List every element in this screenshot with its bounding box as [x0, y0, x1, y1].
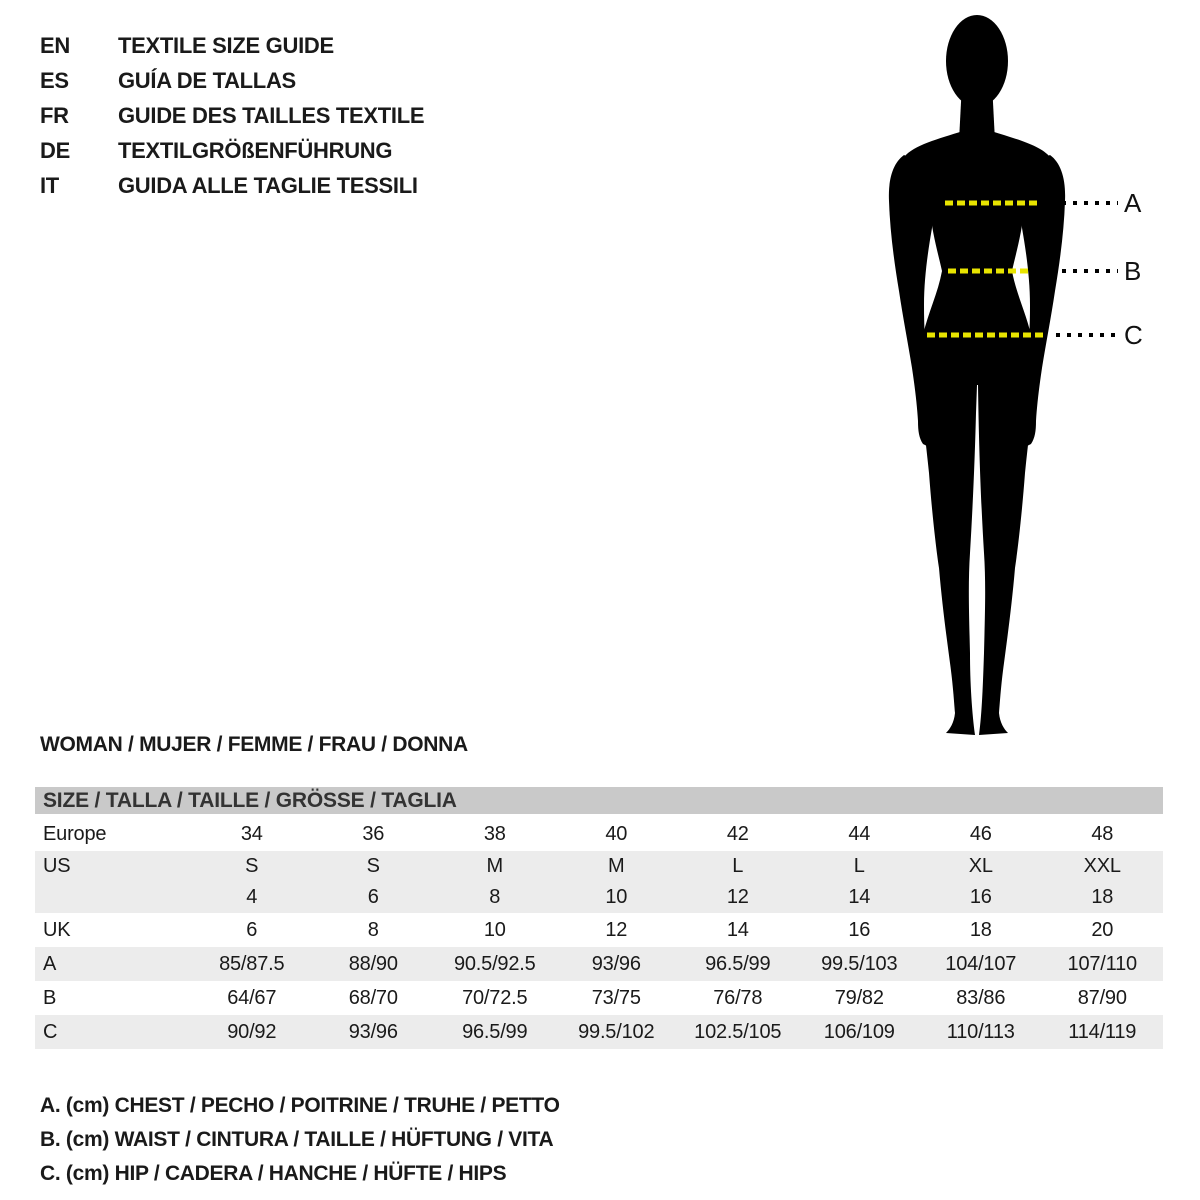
size-cell: M [486, 855, 503, 877]
size-cell: 90/92 [227, 1020, 277, 1043]
size-cell: S [366, 855, 380, 877]
size-cell: 46 [969, 822, 992, 845]
size-cell: 70/72.5 [462, 986, 528, 1009]
measure-label-a: A [1124, 188, 1142, 218]
table-row-uk [35, 913, 1163, 947]
measurement-legend [40, 1089, 560, 1191]
table-row-chest-a [35, 947, 1163, 981]
lang-title: GUIDA ALLE TAGLIE TESSILI [118, 172, 418, 198]
size-cell: XXL [1083, 855, 1121, 877]
woman-silhouette-icon [889, 15, 1065, 735]
size-cell: 64/67 [227, 986, 277, 1009]
table-row-waist-b [35, 981, 1163, 1015]
size-cell: 48 [1091, 822, 1114, 845]
size-cell: 8 [367, 918, 379, 941]
lang-code: DE [40, 137, 70, 163]
row-label: US [43, 855, 71, 877]
size-cell: 79/82 [834, 986, 884, 1009]
size-cell: L [853, 855, 865, 877]
size-cell: 40 [605, 822, 628, 845]
table-row-hip-c [35, 1015, 1163, 1049]
size-cell: 16 [848, 918, 871, 941]
size-table-header: SIZE / TALLA / TAILLE / GRÖSSE / TAGLIA [35, 787, 1163, 814]
size-cell: M [608, 855, 625, 877]
size-cell: 14 [726, 918, 749, 941]
lang-row-es [40, 63, 424, 98]
size-cell: 110/113 [946, 1020, 1015, 1043]
size-cell: 102.5/105 [694, 1020, 782, 1043]
size-cell: S [245, 855, 259, 877]
table-row-us-letters [35, 851, 1163, 882]
size-cell: 83/86 [956, 986, 1006, 1009]
row-label: C [43, 1020, 58, 1043]
size-cell: 88/90 [348, 952, 398, 975]
size-cell: 76/78 [713, 986, 763, 1009]
size-cell: 44 [848, 822, 871, 845]
lang-title: TEXTILE SIZE GUIDE [118, 32, 334, 58]
size-cell: 10 [605, 886, 628, 908]
size-cell: 18 [1091, 886, 1114, 908]
size-cell: 104/107 [945, 952, 1017, 975]
section-heading-woman: WOMAN / MUJER / FEMME / FRAU / DONNA [40, 733, 468, 756]
size-cell: 14 [848, 886, 871, 908]
size-cell: 99.5/102 [578, 1020, 655, 1043]
lang-title: GUÍA DE TALLAS [118, 67, 296, 93]
size-cell: 36 [362, 822, 385, 845]
size-cell: 114/119 [1068, 1020, 1137, 1043]
lang-row-fr [40, 98, 424, 133]
lang-code: ES [40, 67, 69, 93]
row-label: UK [43, 918, 71, 941]
lang-title: TEXTILGRÖßENFÜHRUNG [118, 137, 393, 163]
size-cell: 12 [605, 918, 628, 941]
size-cell: 73/75 [591, 986, 641, 1009]
size-cell: 18 [969, 918, 992, 941]
language-title-list [40, 28, 424, 203]
size-cell: 10 [483, 918, 506, 941]
size-cell: 16 [969, 886, 992, 908]
measure-label-c: C [1124, 320, 1143, 350]
legend-chest: A. (cm) CHEST / PECHO / POITRINE / TRUHE / PETTO [40, 1094, 560, 1117]
size-cell: 93/96 [348, 1020, 398, 1043]
size-cell: 90.5/92.5 [453, 952, 536, 975]
lang-code: EN [40, 32, 70, 58]
legend-hip: C. (cm) HIP / CADERA / HANCHE / HÜFTE / HIPS [40, 1162, 507, 1185]
size-cell: 6 [246, 918, 258, 941]
lang-title: GUIDE DES TAILLES TEXTILE [118, 102, 425, 128]
row-label: B [43, 986, 57, 1009]
lang-row-de [40, 133, 424, 168]
size-cell: XL [968, 855, 993, 877]
size-cell: 20 [1091, 918, 1114, 941]
table-row-europe [35, 817, 1163, 851]
size-cell: 8 [489, 886, 501, 908]
size-cell: 4 [246, 886, 258, 908]
size-cell: 96.5/99 [705, 952, 771, 975]
lang-row-en [40, 28, 424, 63]
size-cell: 34 [240, 822, 263, 845]
size-cell: 99.5/103 [821, 952, 898, 975]
row-label: A [43, 952, 57, 975]
lang-code: FR [40, 102, 69, 128]
size-cell: 106/109 [823, 1020, 895, 1043]
measure-label-b: B [1124, 256, 1142, 286]
size-cell: 6 [367, 886, 379, 908]
size-table [35, 787, 1163, 1049]
legend-waist: B. (cm) WAIST / CINTURA / TAILLE / HÜFTUNG / VITA [40, 1128, 554, 1151]
size-cell: 85/87.5 [219, 952, 285, 975]
size-cell: 12 [726, 886, 749, 908]
size-cell: 68/70 [348, 986, 398, 1009]
size-cell: 38 [483, 822, 506, 845]
table-row-us-numbers [35, 882, 1163, 913]
lang-row-it [40, 168, 424, 203]
row-label: Europe [43, 822, 107, 845]
size-cell: 107/110 [1067, 952, 1137, 975]
woman-measurement-figure [860, 0, 1200, 745]
size-cell: 93/96 [591, 952, 641, 975]
size-cell: 96.5/99 [462, 1020, 528, 1043]
size-cell: 42 [726, 822, 749, 845]
size-cell: 87/90 [1077, 986, 1127, 1009]
size-cell: L [732, 855, 744, 877]
lang-code: IT [40, 172, 59, 198]
